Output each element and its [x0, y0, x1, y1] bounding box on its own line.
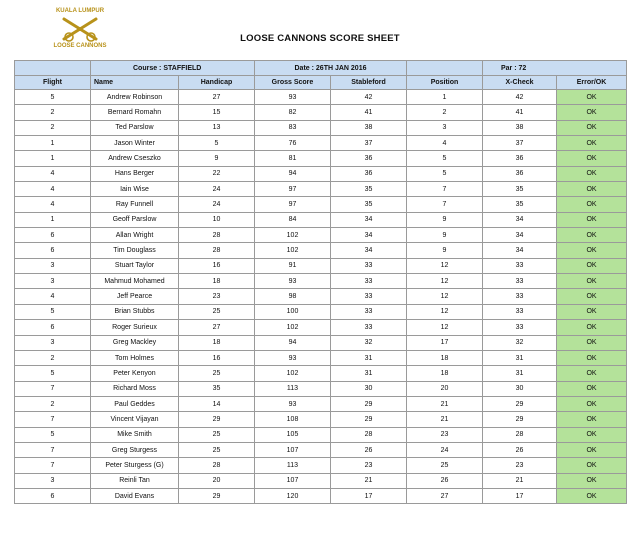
- cell-stableford: 33: [331, 304, 407, 319]
- cell-stableford: 33: [331, 258, 407, 273]
- table-row: [15, 442, 627, 457]
- table-row: [15, 228, 627, 243]
- col-error-ok: Error/OK: [557, 76, 627, 90]
- cell-x-check: 17: [483, 488, 557, 503]
- table-row: [15, 366, 627, 381]
- info-row: [15, 61, 627, 76]
- cell-handicap: 18: [179, 335, 255, 350]
- cell-flight: 1: [15, 212, 91, 227]
- cell-status: OK: [557, 304, 627, 319]
- cell-status: OK: [557, 182, 627, 197]
- cell-stableford: 37: [331, 136, 407, 151]
- cell-position: 5: [407, 166, 483, 181]
- cell-handicap: 29: [179, 412, 255, 427]
- cell-name: Ray Funnell: [91, 197, 179, 212]
- col-stableford: Stableford: [331, 76, 407, 90]
- cell-name: Jason Winter: [91, 136, 179, 151]
- cell-flight: 3: [15, 335, 91, 350]
- cell-flight: 7: [15, 442, 91, 457]
- cell-x-check: 41: [483, 105, 557, 120]
- cell-stableford: 36: [331, 151, 407, 166]
- cell-status: OK: [557, 197, 627, 212]
- cell-stableford: 41: [331, 105, 407, 120]
- cell-position: 23: [407, 427, 483, 442]
- cell-handicap: 27: [179, 90, 255, 105]
- cell-status: OK: [557, 105, 627, 120]
- cell-x-check: 28: [483, 427, 557, 442]
- col-flight: Flight: [15, 76, 91, 90]
- cell-stableford: 34: [331, 243, 407, 258]
- cell-x-check: 34: [483, 243, 557, 258]
- cell-gross-score: 91: [255, 258, 331, 273]
- course-label: Course :: [133, 64, 162, 72]
- cell-status: OK: [557, 335, 627, 350]
- cell-x-check: 36: [483, 166, 557, 181]
- cell-position: 2: [407, 105, 483, 120]
- cell-handicap: 5: [179, 136, 255, 151]
- cell-handicap: 22: [179, 166, 255, 181]
- cell-status: OK: [557, 396, 627, 411]
- cell-position: 18: [407, 350, 483, 365]
- cell-handicap: 15: [179, 105, 255, 120]
- cell-stableford: 32: [331, 335, 407, 350]
- cell-status: OK: [557, 458, 627, 473]
- cell-x-check: 31: [483, 366, 557, 381]
- cell-stableford: 23: [331, 458, 407, 473]
- cell-position: 21: [407, 396, 483, 411]
- cell-name: Allan Wright: [91, 228, 179, 243]
- cell-handicap: 25: [179, 304, 255, 319]
- cell-flight: 2: [15, 350, 91, 365]
- cell-flight: 5: [15, 90, 91, 105]
- cell-flight: 3: [15, 274, 91, 289]
- table-row: [15, 458, 627, 473]
- cell-position: 3: [407, 120, 483, 135]
- course-value: STAFFIELD: [163, 64, 202, 72]
- cell-handicap: 16: [179, 350, 255, 365]
- par-cell: [483, 61, 627, 76]
- cell-stableford: 34: [331, 212, 407, 227]
- cell-name: Bernard Romahn: [91, 105, 179, 120]
- cell-gross-score: 94: [255, 335, 331, 350]
- cell-status: OK: [557, 212, 627, 227]
- table-row: [15, 335, 627, 350]
- cell-position: 7: [407, 182, 483, 197]
- cell-gross-score: 107: [255, 473, 331, 488]
- cell-gross-score: 93: [255, 90, 331, 105]
- cell-handicap: 29: [179, 488, 255, 503]
- cell-flight: 4: [15, 197, 91, 212]
- cell-name: Mike Smith: [91, 427, 179, 442]
- cell-name: Iain Wise: [91, 182, 179, 197]
- cell-stableford: 31: [331, 350, 407, 365]
- cell-stableford: 38: [331, 120, 407, 135]
- cell-name: Tom Holmes: [91, 350, 179, 365]
- col-position: Position: [407, 76, 483, 90]
- cell-x-check: 21: [483, 473, 557, 488]
- cell-stableford: 29: [331, 412, 407, 427]
- cell-handicap: 16: [179, 258, 255, 273]
- cell-gross-score: 98: [255, 289, 331, 304]
- cell-name: Jeff Pearce: [91, 289, 179, 304]
- cell-x-check: 37: [483, 136, 557, 151]
- cell-stableford: 30: [331, 381, 407, 396]
- col-gross-score: Gross Score: [255, 76, 331, 90]
- cell-status: OK: [557, 366, 627, 381]
- cell-status: OK: [557, 243, 627, 258]
- cell-x-check: 36: [483, 151, 557, 166]
- cell-flight: 6: [15, 488, 91, 503]
- par-label: Par :: [501, 64, 517, 72]
- cell-position: 17: [407, 335, 483, 350]
- club-logo: [50, 8, 110, 54]
- cell-x-check: 33: [483, 258, 557, 273]
- cell-name: Peter Kenyon: [91, 366, 179, 381]
- cell-x-check: 42: [483, 90, 557, 105]
- cell-status: OK: [557, 151, 627, 166]
- score-table: [14, 60, 627, 504]
- cell-position: 9: [407, 212, 483, 227]
- table-row: [15, 320, 627, 335]
- cell-handicap: 20: [179, 473, 255, 488]
- cell-gross-score: 113: [255, 381, 331, 396]
- cell-handicap: 18: [179, 274, 255, 289]
- cell-handicap: 27: [179, 320, 255, 335]
- course-cell: [91, 61, 255, 76]
- cell-flight: 5: [15, 427, 91, 442]
- cell-x-check: 34: [483, 228, 557, 243]
- table-row: [15, 350, 627, 365]
- cell-flight: 2: [15, 120, 91, 135]
- cell-position: 1: [407, 90, 483, 105]
- cell-gross-score: 83: [255, 120, 331, 135]
- cell-x-check: 23: [483, 458, 557, 473]
- cell-x-check: 31: [483, 350, 557, 365]
- cell-gross-score: 93: [255, 274, 331, 289]
- cell-stableford: 35: [331, 182, 407, 197]
- cell-position: 12: [407, 289, 483, 304]
- cell-flight: 4: [15, 182, 91, 197]
- cell-position: 12: [407, 304, 483, 319]
- cell-gross-score: 94: [255, 166, 331, 181]
- cell-handicap: 10: [179, 212, 255, 227]
- cell-position: 9: [407, 243, 483, 258]
- col-x-check: X-Check: [483, 76, 557, 90]
- cell-stableford: 36: [331, 166, 407, 181]
- page-title: LOOSE CANNONS SCORE SHEET: [240, 33, 400, 44]
- cell-name: Hans Berger: [91, 166, 179, 181]
- cell-gross-score: 108: [255, 412, 331, 427]
- cell-status: OK: [557, 90, 627, 105]
- cell-status: OK: [557, 427, 627, 442]
- cell-name: Geoff Parslow: [91, 212, 179, 227]
- cell-status: OK: [557, 166, 627, 181]
- cell-status: OK: [557, 381, 627, 396]
- cell-x-check: 35: [483, 197, 557, 212]
- cell-status: OK: [557, 412, 627, 427]
- cell-name: Andrew Cseszko: [91, 151, 179, 166]
- cell-x-check: 33: [483, 320, 557, 335]
- cell-stableford: 21: [331, 473, 407, 488]
- table-row: [15, 427, 627, 442]
- table-row: [15, 289, 627, 304]
- cell-handicap: 28: [179, 243, 255, 258]
- cell-handicap: 23: [179, 289, 255, 304]
- table-row: [15, 488, 627, 503]
- cell-name: Roger Surieux: [91, 320, 179, 335]
- cell-status: OK: [557, 488, 627, 503]
- cell-name: David Evans: [91, 488, 179, 503]
- cell-status: OK: [557, 289, 627, 304]
- cell-position: 12: [407, 258, 483, 273]
- cell-flight: 2: [15, 105, 91, 120]
- cell-flight: 2: [15, 396, 91, 411]
- cell-x-check: 29: [483, 412, 557, 427]
- cell-gross-score: 107: [255, 442, 331, 457]
- table-row: [15, 197, 627, 212]
- cell-flight: 7: [15, 458, 91, 473]
- cell-handicap: 24: [179, 182, 255, 197]
- cell-flight: 6: [15, 320, 91, 335]
- cell-handicap: 25: [179, 427, 255, 442]
- cell-position: 20: [407, 381, 483, 396]
- date-cell: [255, 61, 407, 76]
- cell-status: OK: [557, 136, 627, 151]
- cell-x-check: 33: [483, 274, 557, 289]
- cell-flight: 1: [15, 151, 91, 166]
- logo-bottom-text: LOOSE CANNONS: [53, 43, 107, 49]
- cell-stableford: 33: [331, 320, 407, 335]
- cell-handicap: 24: [179, 197, 255, 212]
- cell-position: 18: [407, 366, 483, 381]
- cell-flight: 6: [15, 243, 91, 258]
- cell-x-check: 33: [483, 304, 557, 319]
- cell-stableford: 31: [331, 366, 407, 381]
- cell-status: OK: [557, 473, 627, 488]
- cell-name: Richard Moss: [91, 381, 179, 396]
- cell-gross-score: 120: [255, 488, 331, 503]
- cell-gross-score: 102: [255, 320, 331, 335]
- table-row: [15, 212, 627, 227]
- cell-flight: 1: [15, 136, 91, 151]
- table-row: [15, 120, 627, 135]
- cell-flight: 4: [15, 166, 91, 181]
- cell-name: Reinli Tan: [91, 473, 179, 488]
- cell-name: Brian Stubbs: [91, 304, 179, 319]
- cell-name: Ted Parslow: [91, 120, 179, 135]
- cell-position: 24: [407, 442, 483, 457]
- cell-flight: 6: [15, 228, 91, 243]
- cell-name: Greg Sturgess: [91, 442, 179, 457]
- cell-handicap: 14: [179, 396, 255, 411]
- table-row: [15, 258, 627, 273]
- cell-x-check: 35: [483, 182, 557, 197]
- cell-position: 5: [407, 151, 483, 166]
- cell-status: OK: [557, 258, 627, 273]
- col-handicap: Handicap: [179, 76, 255, 90]
- table-row: [15, 473, 627, 488]
- cell-stableford: 26: [331, 442, 407, 457]
- cell-x-check: 33: [483, 289, 557, 304]
- cell-gross-score: 113: [255, 458, 331, 473]
- cell-stableford: 35: [331, 197, 407, 212]
- cell-flight: 7: [15, 381, 91, 396]
- cell-handicap: 25: [179, 442, 255, 457]
- cell-stableford: 42: [331, 90, 407, 105]
- table-row: [15, 182, 627, 197]
- cell-name: Tim Douglass: [91, 243, 179, 258]
- cell-name: Stuart Taylor: [91, 258, 179, 273]
- logo-top-text: KUALA LUMPUR: [55, 8, 105, 14]
- cell-stableford: 29: [331, 396, 407, 411]
- cell-stableford: 33: [331, 274, 407, 289]
- cell-handicap: 9: [179, 151, 255, 166]
- date-value: 26TH JAN 2016: [315, 64, 367, 72]
- cell-position: 12: [407, 320, 483, 335]
- cell-position: 21: [407, 412, 483, 427]
- cell-gross-score: 97: [255, 197, 331, 212]
- cell-status: OK: [557, 228, 627, 243]
- table-row: [15, 136, 627, 151]
- cell-stableford: 33: [331, 289, 407, 304]
- cell-gross-score: 97: [255, 182, 331, 197]
- table-row: [15, 105, 627, 120]
- cell-stableford: 34: [331, 228, 407, 243]
- cell-stableford: 17: [331, 488, 407, 503]
- cell-x-check: 30: [483, 381, 557, 396]
- cell-gross-score: 93: [255, 350, 331, 365]
- cell-gross-score: 93: [255, 396, 331, 411]
- cell-stableford: 28: [331, 427, 407, 442]
- cell-position: 25: [407, 458, 483, 473]
- cell-x-check: 38: [483, 120, 557, 135]
- cell-name: Paul Geddes: [91, 396, 179, 411]
- cell-gross-score: 82: [255, 105, 331, 120]
- table-row: [15, 381, 627, 396]
- table-row: [15, 243, 627, 258]
- cell-gross-score: 84: [255, 212, 331, 227]
- par-value: 72: [518, 64, 527, 72]
- cell-flight: 5: [15, 366, 91, 381]
- cell-gross-score: 76: [255, 136, 331, 151]
- cell-flight: 7: [15, 412, 91, 427]
- col-name: Name: [91, 76, 179, 90]
- cell-name: Andrew Robinson: [91, 90, 179, 105]
- cell-gross-score: 102: [255, 366, 331, 381]
- cell-flight: 3: [15, 473, 91, 488]
- cell-x-check: 34: [483, 212, 557, 227]
- cell-x-check: 29: [483, 396, 557, 411]
- cell-flight: 3: [15, 258, 91, 273]
- cell-position: 26: [407, 473, 483, 488]
- cell-handicap: 13: [179, 120, 255, 135]
- cell-gross-score: 102: [255, 228, 331, 243]
- cell-gross-score: 105: [255, 427, 331, 442]
- cell-status: OK: [557, 442, 627, 457]
- cell-gross-score: 81: [255, 151, 331, 166]
- table-row: [15, 166, 627, 181]
- table-row: [15, 304, 627, 319]
- cell-status: OK: [557, 120, 627, 135]
- table-row: [15, 274, 627, 289]
- cell-position: 4: [407, 136, 483, 151]
- cell-name: Greg Mackley: [91, 335, 179, 350]
- cell-status: OK: [557, 274, 627, 289]
- cell-handicap: 35: [179, 381, 255, 396]
- cell-name: Peter Sturgess (G): [91, 458, 179, 473]
- cell-handicap: 25: [179, 366, 255, 381]
- cell-handicap: 28: [179, 228, 255, 243]
- cell-gross-score: 100: [255, 304, 331, 319]
- date-label: Date :: [294, 64, 314, 72]
- cell-x-check: 26: [483, 442, 557, 457]
- cell-flight: 5: [15, 304, 91, 319]
- cell-x-check: 32: [483, 335, 557, 350]
- cell-status: OK: [557, 320, 627, 335]
- cell-status: OK: [557, 350, 627, 365]
- cell-name: Vincent Vijayan: [91, 412, 179, 427]
- table-row: [15, 90, 627, 105]
- cell-gross-score: 102: [255, 243, 331, 258]
- table-row: [15, 396, 627, 411]
- cell-position: 12: [407, 274, 483, 289]
- cell-position: 9: [407, 228, 483, 243]
- table-row: [15, 412, 627, 427]
- cell-position: 7: [407, 197, 483, 212]
- cell-position: 27: [407, 488, 483, 503]
- cell-flight: 4: [15, 289, 91, 304]
- header-row: [15, 76, 627, 90]
- cell-handicap: 28: [179, 458, 255, 473]
- cell-name: Mahmud Mohamed: [91, 274, 179, 289]
- table-row: [15, 151, 627, 166]
